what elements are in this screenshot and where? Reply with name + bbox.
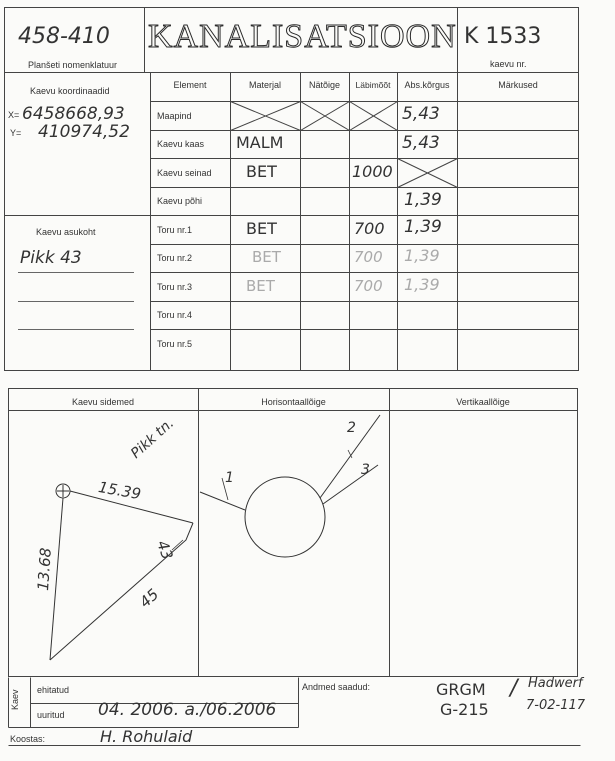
andmed-line1: GRGM: [436, 680, 486, 699]
coordinates-label: Kaevu koordinaadid: [30, 86, 110, 96]
andmed-extra1: Hadwerf: [528, 676, 583, 691]
row-label-toru5: Toru nr.5: [157, 339, 193, 349]
diameter-toru2: 700: [354, 248, 383, 266]
pipe-3-label: 3: [361, 462, 370, 478]
page-title: KANALISATSIOON: [148, 18, 457, 55]
distance-1: 15.39: [96, 478, 143, 504]
x-prefix: X=: [8, 110, 20, 120]
abs-kaas: 5,43: [402, 133, 440, 153]
diameter-toru1: 700: [354, 219, 385, 238]
diameter-seinad: 1000: [352, 162, 393, 181]
sketch-grid: [0, 380, 615, 680]
koostas-value: H. Rohulaid: [100, 727, 193, 746]
horizontal-section-sketch: [200, 415, 380, 557]
sketch-col3-label: Vertikaallõige: [456, 397, 510, 407]
well-id: K 1533: [464, 24, 542, 49]
row-label-maapind: Maapind: [157, 111, 192, 121]
row-label-toru1: Toru nr.1: [157, 225, 193, 235]
header-element: Element: [173, 80, 207, 90]
y-coordinate: 410974,52: [38, 122, 130, 142]
row-label-seinad: Kaevu seinad: [157, 168, 212, 178]
abs-toru3: 1,39: [404, 275, 440, 294]
row-label-toru4: Toru nr.4: [157, 310, 193, 320]
material-toru3: BET: [246, 277, 275, 295]
material-kaas: MALM: [236, 133, 284, 152]
material-toru2: BET: [252, 248, 281, 266]
andmed-label: Andmed saadud:: [302, 682, 371, 692]
abs-maapind: 5,43: [402, 104, 440, 124]
header-abs: Abs.kõrgus: [404, 80, 450, 90]
house-45: 45: [136, 585, 163, 612]
location-label: Kaevu asukoht: [36, 227, 96, 237]
abs-pohi: 1,39: [404, 190, 442, 210]
abs-toru1: 1,39: [404, 217, 442, 237]
x-coordinate: 6458668,93: [22, 104, 125, 124]
sheet-label: Planšeti nomenklatuur: [28, 60, 118, 70]
sketch-col2-label: Horisontaallõige: [261, 397, 326, 407]
row-label-toru2: Toru nr.2: [157, 253, 193, 263]
row-label-toru3: Toru nr.3: [157, 282, 193, 292]
sheet-number: 458-410: [18, 24, 110, 49]
diameter-toru3: 700: [354, 277, 383, 295]
header-diameter: Läbimõõt: [355, 80, 391, 90]
andmed-extra2: 7-02-117: [526, 698, 586, 713]
material-toru1: BET: [246, 219, 277, 238]
uuritud-label: uuritud: [37, 710, 65, 720]
location-sketch: [50, 484, 193, 660]
pipe-2-label: 2: [347, 420, 356, 436]
top-form-grid: [0, 0, 615, 380]
ehitatud-label: ehitatud: [37, 685, 70, 695]
andmed-slash: /: [510, 676, 518, 701]
sketch-col1-label: Kaevu sidemed: [71, 397, 135, 407]
well-label: kaevu nr.: [490, 59, 527, 69]
distance-2: 13.68: [34, 547, 55, 592]
andmed-line2: G-215: [440, 700, 489, 719]
location-value: Pikk 43: [20, 248, 82, 268]
street-label: Pikk tn.: [128, 415, 178, 462]
pipe-1-label: 1: [225, 470, 234, 486]
header-natoige: Nätõige: [308, 80, 341, 90]
footer-vertical-label: Kaev: [10, 689, 20, 710]
uuritud-value: 04. 2006. a./06.2006: [98, 700, 277, 720]
row-label-pohi: Kaevu põhi: [157, 196, 203, 206]
abs-toru2: 1,39: [404, 246, 440, 265]
y-prefix: Y=: [10, 128, 22, 138]
header-material: Materjal: [248, 80, 281, 90]
row-label-kaas: Kaevu kaas: [157, 139, 205, 149]
house-43: 43: [153, 538, 177, 563]
material-seinad: BET: [246, 162, 277, 181]
header-notes: Märkused: [498, 80, 538, 90]
koostas-label: Koostas:: [10, 734, 46, 744]
